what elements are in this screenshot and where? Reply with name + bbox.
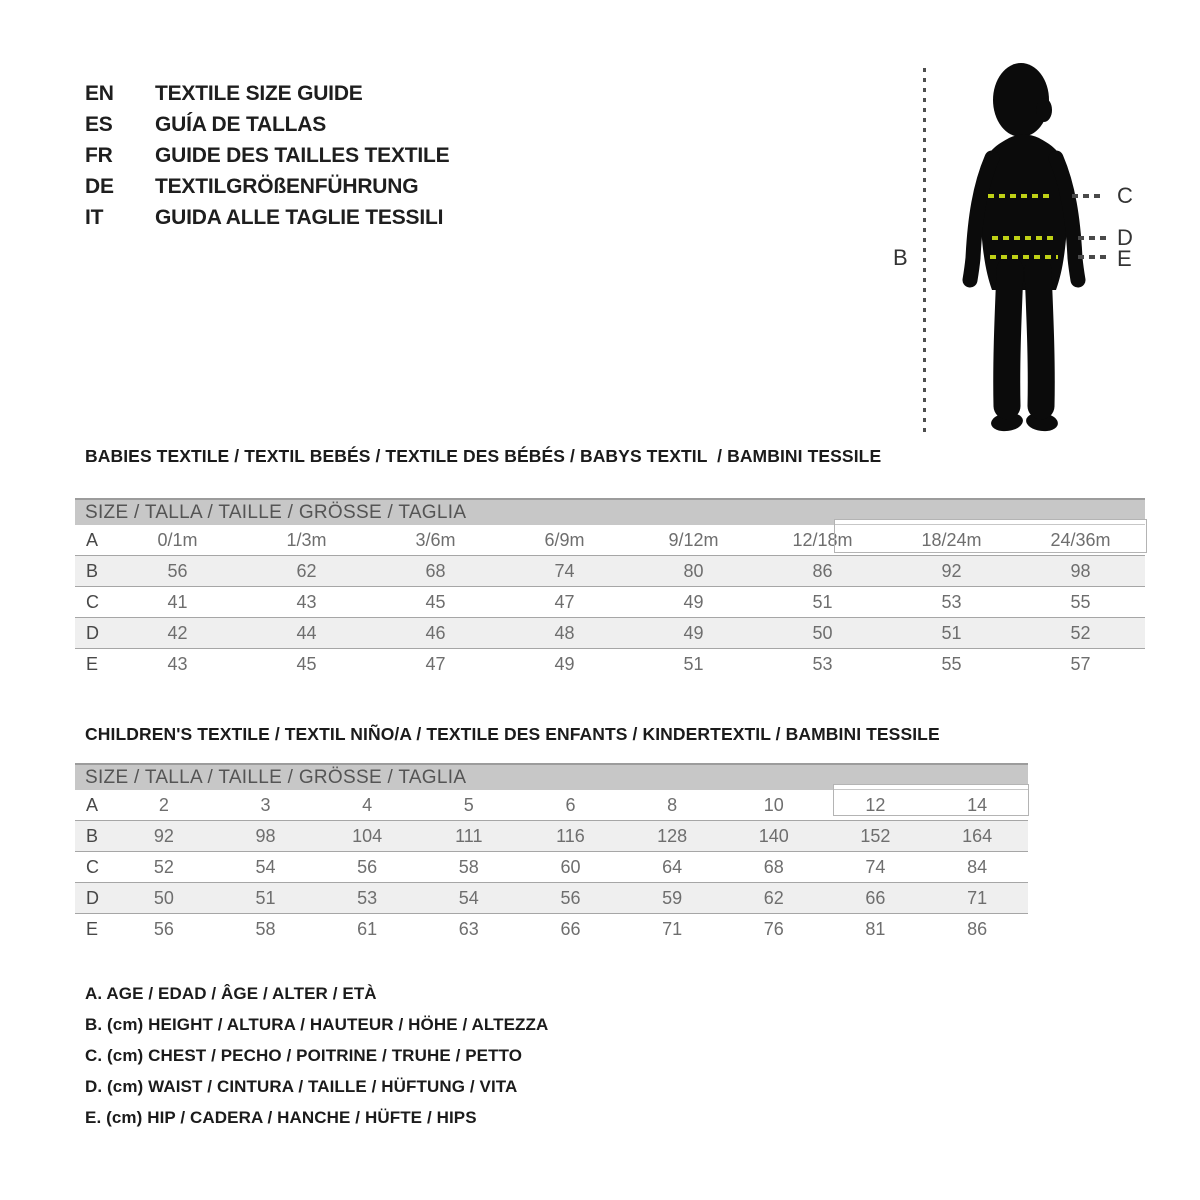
table-row-waist <box>75 883 1028 914</box>
table-row-hip <box>75 649 1145 680</box>
size-cell: 47 <box>425 653 446 674</box>
size-cell: 14 <box>967 794 988 815</box>
language-code: DE <box>85 174 114 198</box>
size-cell: 49 <box>629 618 758 649</box>
size-cell: 42 <box>113 618 242 649</box>
language-code: EN <box>85 81 114 105</box>
size-cell: 64 <box>662 856 683 877</box>
language-row <box>85 109 449 140</box>
language-code: ES <box>85 112 113 136</box>
size-cell: 86 <box>758 556 887 587</box>
size-cell: 24/36m <box>1050 529 1111 550</box>
selection-box-top <box>835 520 1146 524</box>
size-cell: 62 <box>723 883 825 914</box>
size-cell: 3/6m <box>415 529 456 550</box>
babies-section-heading: BABIES TEXTILE / TEXTIL BEBÉS / TEXTILE DES BÉBÉS / BABYS TEXTIL / BAMBINI TESSILE <box>85 446 882 466</box>
size-cell: 9/12m <box>668 529 719 550</box>
size-cell: 56 <box>357 856 378 877</box>
size-cell: 71 <box>926 883 1028 914</box>
hip-measure-line <box>990 255 1058 259</box>
legend-item-waist: D. (cm) WAIST / CINTURA / TAILLE / HÜFTUNG / VITA <box>85 1077 518 1096</box>
waist-measure-line <box>992 236 1058 240</box>
size-cell: 45 <box>425 591 446 612</box>
size-cell: 55 <box>1070 591 1091 612</box>
size-cell: 5 <box>463 794 474 815</box>
row-label: C <box>86 856 99 877</box>
hip-leader-line <box>1078 255 1106 259</box>
size-cell: 46 <box>371 618 500 649</box>
size-cell: 81 <box>865 918 886 939</box>
size-cell: 164 <box>926 821 1028 852</box>
size-cell: 12/18m <box>792 529 853 550</box>
size-cell: 98 <box>1016 556 1145 587</box>
size-cell: 53 <box>941 591 962 612</box>
size-cell: 62 <box>242 556 371 587</box>
row-label: D <box>75 883 113 914</box>
size-cell: 74 <box>500 556 629 587</box>
size-cell: 111 <box>418 821 520 852</box>
size-cell: 48 <box>500 618 629 649</box>
measurement-legend <box>85 978 548 1133</box>
row-label: B <box>75 556 113 587</box>
size-cell: 98 <box>215 821 317 852</box>
size-cell: 44 <box>242 618 371 649</box>
left-leg <box>1007 270 1010 406</box>
row-label: B <box>75 821 113 852</box>
size-cell: 53 <box>316 883 418 914</box>
language-title: GUÍA DE TALLAS <box>155 112 327 136</box>
size-cell: 8 <box>667 794 678 815</box>
size-cell: 56 <box>153 918 174 939</box>
size-cell: 47 <box>554 591 575 612</box>
size-cell: 43 <box>296 591 317 612</box>
size-cell: 54 <box>418 883 520 914</box>
language-title-list <box>85 78 449 233</box>
row-label: E <box>86 653 99 674</box>
size-cell: 58 <box>458 856 479 877</box>
size-cell: 6 <box>565 794 576 815</box>
language-code: FR <box>85 143 113 167</box>
size-cell: 43 <box>167 653 188 674</box>
size-cell: 60 <box>560 856 581 877</box>
size-cell: 104 <box>316 821 418 852</box>
size-cell: 80 <box>629 556 758 587</box>
selection-box <box>833 784 1029 816</box>
table-row-waist <box>75 618 1145 649</box>
size-cell: 92 <box>887 556 1016 587</box>
children-section-heading: CHILDREN'S TEXTILE / TEXTIL NIÑO/A / TEXTILE DES ENFANTS / KINDERTEXTIL / BAMBINI TESSILE <box>85 724 940 744</box>
height-label: B <box>893 245 908 270</box>
size-cell: 63 <box>458 918 479 939</box>
size-cell: 50 <box>113 883 215 914</box>
size-cell: 45 <box>296 653 317 674</box>
hip-label: E <box>1117 246 1132 271</box>
size-cell: 92 <box>113 821 215 852</box>
size-cell: 116 <box>520 821 622 852</box>
language-title: TEXTILE SIZE GUIDE <box>155 81 363 105</box>
size-cell: 0/1m <box>157 529 198 550</box>
child-silhouette <box>962 58 1086 442</box>
language-row <box>85 202 449 233</box>
table-row-height <box>75 556 1145 587</box>
chest-label: C <box>1117 183 1133 208</box>
row-label: A <box>86 794 99 815</box>
language-code: IT <box>85 205 104 229</box>
size-cell: 41 <box>167 591 188 612</box>
size-cell: 58 <box>255 918 276 939</box>
size-cell: 84 <box>967 856 988 877</box>
table-row-height <box>75 821 1028 852</box>
size-cell: 76 <box>763 918 784 939</box>
size-cell: 12 <box>865 794 886 815</box>
chest-measure-line <box>988 194 1054 198</box>
height-measure-line <box>923 68 926 432</box>
size-cell: 74 <box>865 856 886 877</box>
size-cell: 4 <box>362 794 373 815</box>
size-cell: 51 <box>683 653 704 674</box>
language-title: TEXTILGRÖßENFÜHRUNG <box>155 174 419 198</box>
legend-item-hip: E. (cm) HIP / CADERA / HANCHE / HÜFTE / HIPS <box>85 1108 477 1127</box>
size-cell: 54 <box>255 856 276 877</box>
size-header: SIZE / TALLA / TAILLE / GRÖSSE / TAGLIA <box>75 764 1028 790</box>
row-label: D <box>75 618 113 649</box>
size-cell: 51 <box>812 591 833 612</box>
size-cell: 50 <box>758 618 887 649</box>
size-cell: 66 <box>825 883 927 914</box>
size-cell: 71 <box>662 918 683 939</box>
size-cell: 57 <box>1070 653 1091 674</box>
size-cell: 52 <box>153 856 174 877</box>
size-cell: 152 <box>825 821 927 852</box>
size-cell: 1/3m <box>286 529 327 550</box>
size-cell: 49 <box>554 653 575 674</box>
size-header: SIZE / TALLA / TAILLE / GRÖSSE / TAGLIA <box>75 499 1145 525</box>
ear <box>1036 98 1052 122</box>
language-row <box>85 78 449 109</box>
legend-item-height: B. (cm) HEIGHT / ALTURA / HAUTEUR / HÖHE / ALTEZZA <box>85 1015 549 1034</box>
language-row <box>85 140 449 171</box>
size-cell: 86 <box>967 918 988 939</box>
size-cell: 56 <box>113 556 242 587</box>
language-title: GUIDE DES TAILLES TEXTILE <box>155 143 450 167</box>
size-cell: 51 <box>887 618 1016 649</box>
size-cell: 128 <box>621 821 723 852</box>
size-cell: 56 <box>520 883 622 914</box>
size-cell: 2 <box>158 794 169 815</box>
selection-box-top <box>834 785 1028 789</box>
legend-item-chest: C. (cm) CHEST / PECHO / POITRINE / TRUHE / PETTO <box>85 1046 523 1065</box>
language-row <box>85 171 449 202</box>
size-cell: 59 <box>621 883 723 914</box>
waist-leader-line <box>1078 236 1106 240</box>
selection-box <box>834 519 1147 553</box>
size-cell: 53 <box>812 653 833 674</box>
language-title: GUIDA ALLE TAGLIE TESSILI <box>155 205 444 229</box>
size-cell: 51 <box>215 883 317 914</box>
table-row-hip <box>75 914 1028 945</box>
table-row-chest <box>75 587 1145 618</box>
size-cell: 68 <box>371 556 500 587</box>
size-cell: 55 <box>941 653 962 674</box>
size-cell: 3 <box>260 794 271 815</box>
row-label: A <box>86 529 99 550</box>
size-cell: 49 <box>683 591 704 612</box>
row-label: C <box>86 591 99 612</box>
right-leg <box>1038 270 1041 406</box>
size-cell: 10 <box>763 794 784 815</box>
size-cell: 18/24m <box>921 529 982 550</box>
size-cell: 68 <box>763 856 784 877</box>
size-cell: 140 <box>723 821 825 852</box>
table-row-chest <box>75 852 1028 883</box>
size-cell: 61 <box>357 918 378 939</box>
size-cell: 6/9m <box>544 529 585 550</box>
legend-item-age: A. AGE / EDAD / ÂGE / ALTER / ETÀ <box>85 984 377 1003</box>
size-cell: 66 <box>560 918 581 939</box>
chest-leader-line <box>1072 194 1105 198</box>
size-cell: 52 <box>1016 618 1145 649</box>
row-label: E <box>86 918 99 939</box>
waist-label: D <box>1117 225 1133 250</box>
